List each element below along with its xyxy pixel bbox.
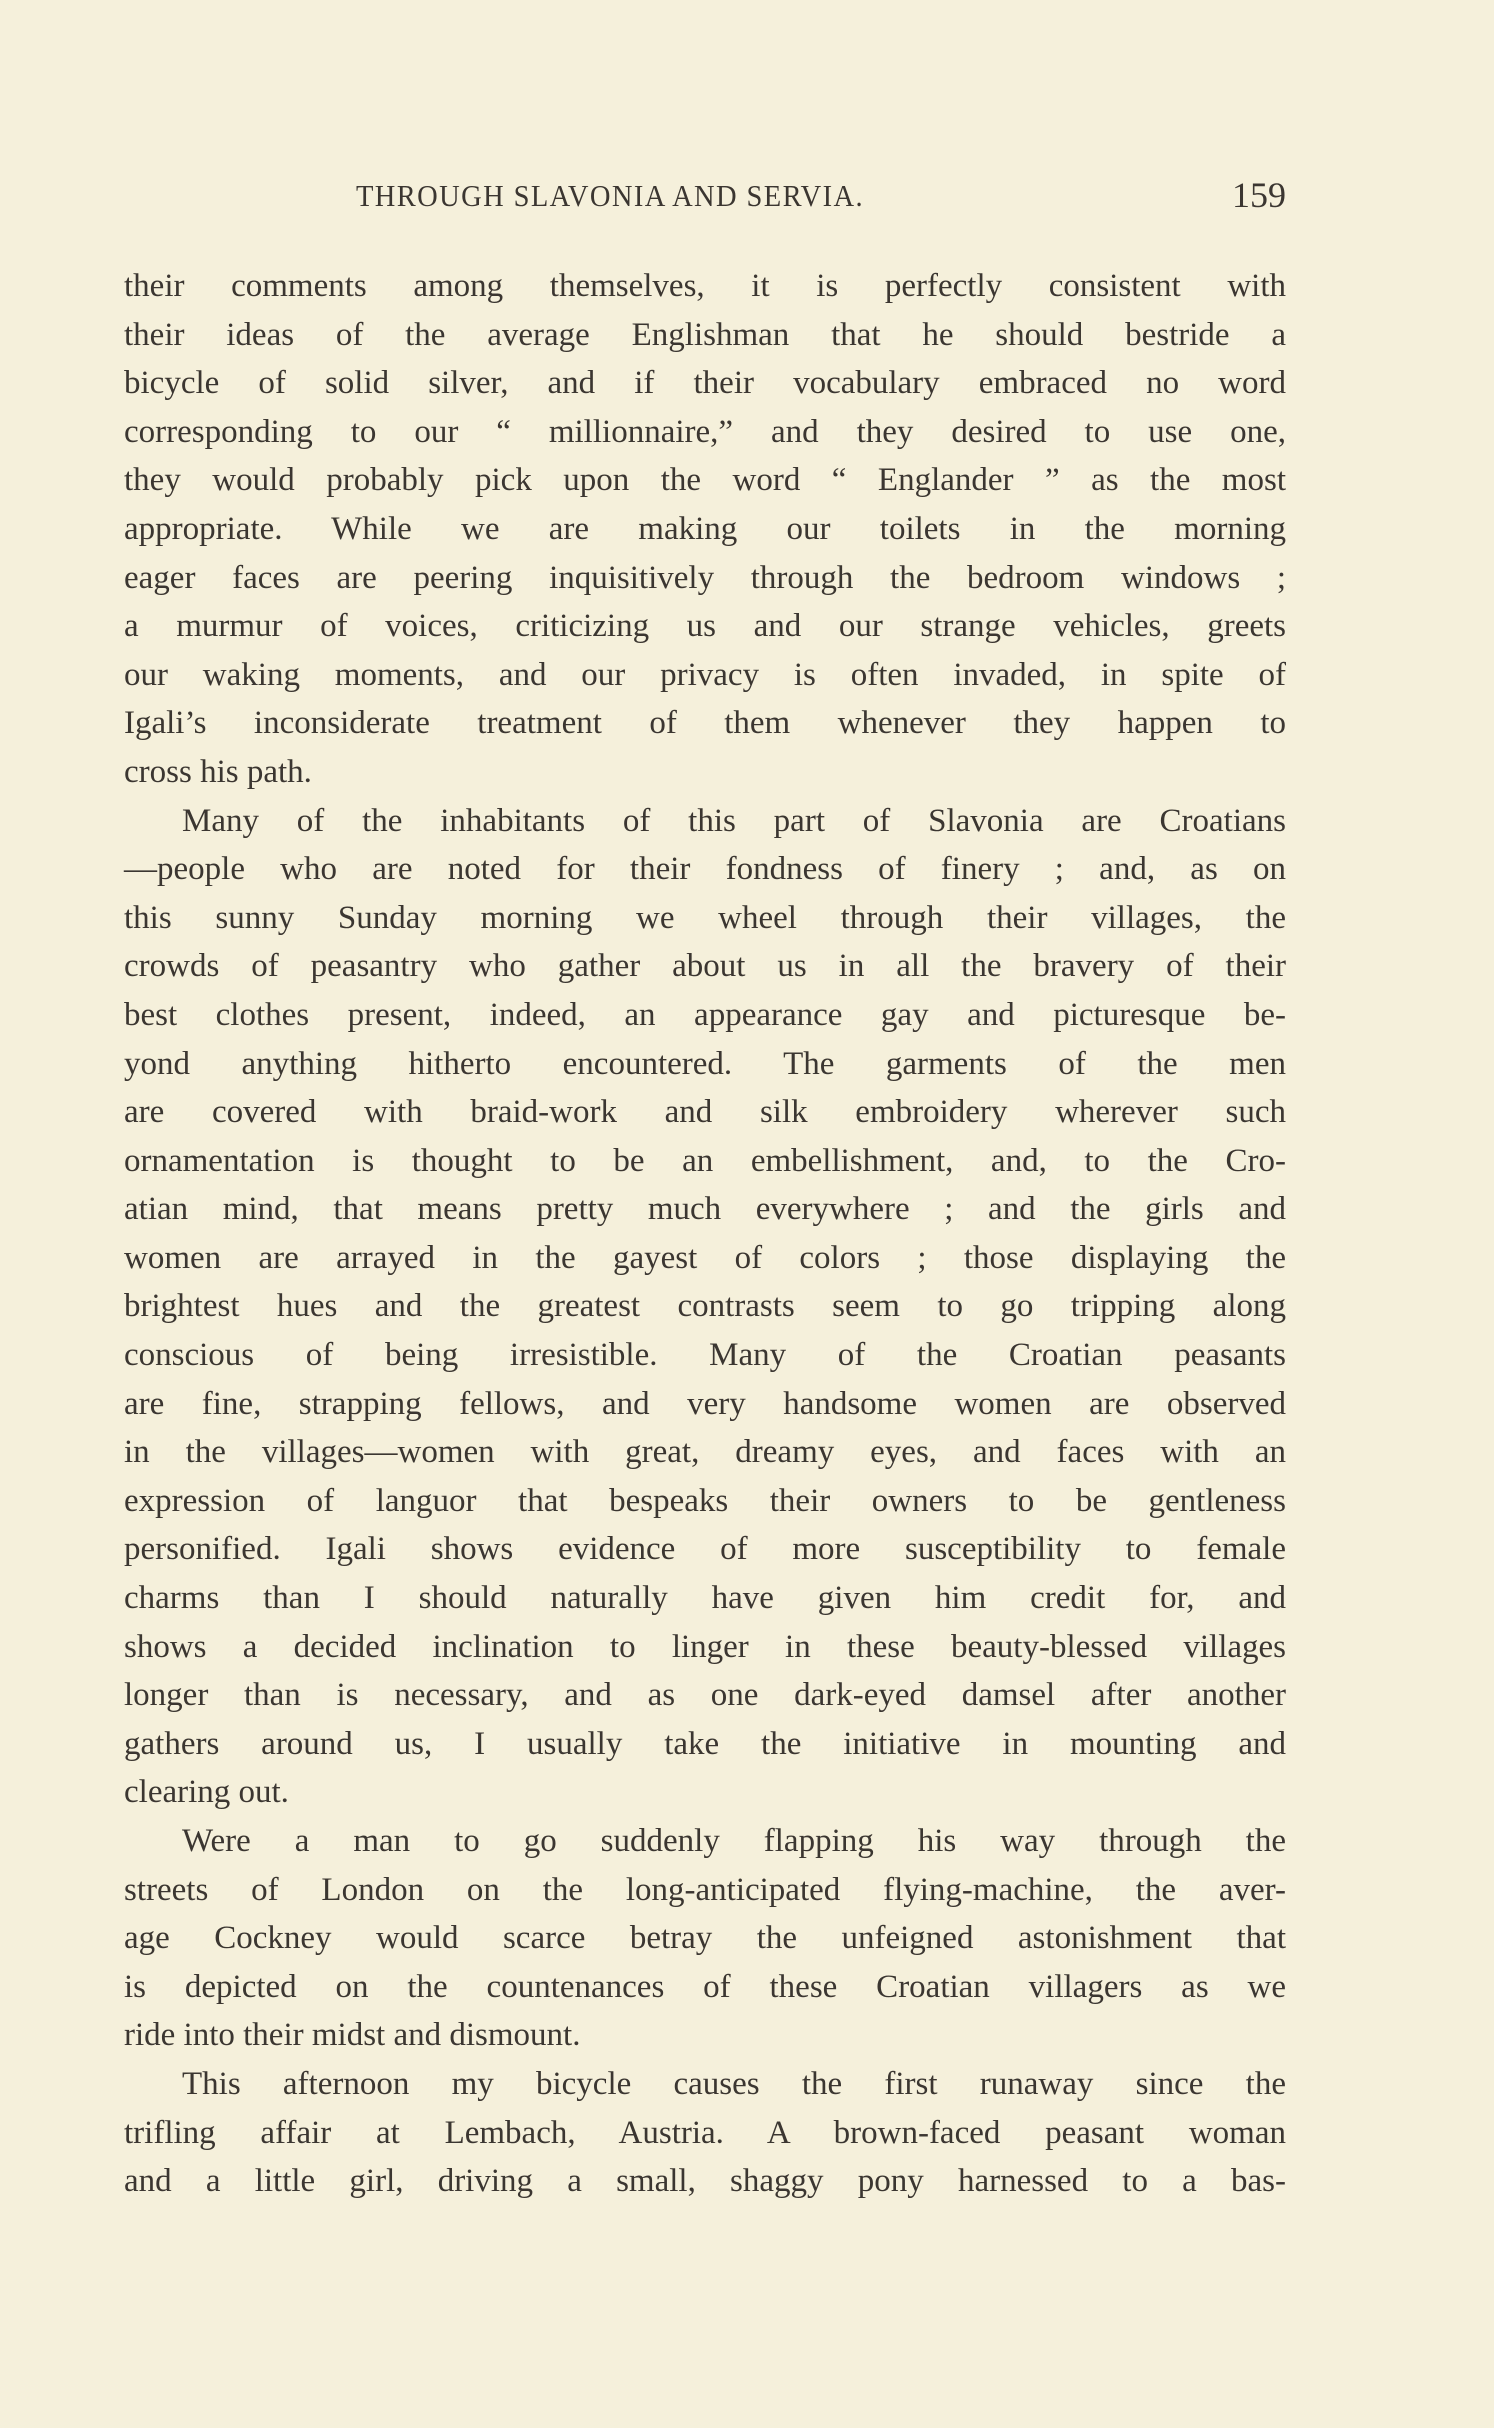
text-line: trifling affair at Lembach, Austria. A brown-faced peasant woman xyxy=(124,2114,1286,2151)
text-line: our waking moments, and our privacy is often invaded, in spite of xyxy=(124,656,1286,693)
text-line: —people who are noted for their fondness of finery ; and, as on xyxy=(124,851,1286,888)
body-text xyxy=(124,262,1286,2206)
text-line: yond anything hitherto encountered. The garments of the men xyxy=(124,1045,1286,1082)
text-line: longer than is necessary, and as one dark-eyed damsel after another xyxy=(124,1677,1286,1714)
text-line: in the villages—women with great, dreamy eyes, and faces with an xyxy=(124,1434,1286,1471)
text-line: expression of languor that bespeaks their owners to be gentleness xyxy=(124,1482,1286,1519)
text-line: bicycle of solid silver, and if their vocabulary embraced no word xyxy=(124,365,1286,402)
text-line: gathers around us, I usually take the initiative in mounting and xyxy=(124,1725,1286,1762)
text-line: eager faces are peering inquisitively through the bedroom windows ; xyxy=(124,559,1286,596)
text-line: crowds of peasantry who gather about us in all the bravery of their xyxy=(124,948,1286,985)
text-line: this sunny Sunday morning we wheel through their villages, the xyxy=(124,899,1286,936)
page-number: 159 xyxy=(1232,175,1286,215)
text-line: ride into their midst and dismount. xyxy=(124,2017,581,2054)
running-header xyxy=(124,175,1286,228)
text-line: corresponding to our “ millionnaire,” and they desired to use one, xyxy=(124,413,1286,450)
text-line: clearing out. xyxy=(124,1774,289,1811)
text-line: ornamentation is thought to be an embellishment, and, to the Cro- xyxy=(124,1142,1286,1179)
text-line: women are arrayed in the gayest of colors ; those displaying the xyxy=(124,1239,1286,1276)
text-line: is depicted on the countenances of these Croatian villagers as we xyxy=(124,1968,1286,2005)
text-line: personified. Igali shows evidence of more susceptibility to female xyxy=(124,1531,1286,1568)
text-line: streets of London on the long-anticipated flying-machine, the aver- xyxy=(124,1871,1286,1908)
text-line: shows a decided inclination to linger in these beauty-blessed villages xyxy=(124,1628,1286,1665)
text-line: their ideas of the average Englishman that he should bestride a xyxy=(124,316,1286,353)
text-line: Were a man to go suddenly flapping his way through the xyxy=(182,1823,1286,1859)
text-line: conscious of being irresistible. Many of the Croatian peasants xyxy=(124,1337,1286,1374)
text-line: Igali’s inconsiderate treatment of them whenever they happen to xyxy=(124,705,1286,742)
text-line: their comments among themselves, it is perfectly consistent with xyxy=(124,268,1286,304)
text-line: appropriate. While we are making our toilets in the morning xyxy=(124,510,1286,547)
text-line: are fine, strapping fellows, and very handsome women are observed xyxy=(124,1385,1286,1422)
text-line: brightest hues and the greatest contrasts seem to go tripping along xyxy=(124,1288,1286,1325)
text-line: charms than I should naturally have given him credit for, and xyxy=(124,1580,1286,1617)
text-line: cross his path. xyxy=(124,753,312,790)
text-line: a murmur of voices, criticizing us and our strange vehicles, greets xyxy=(124,608,1286,645)
text-line: atian mind, that means pretty much everywhere ; and the girls and xyxy=(124,1191,1286,1228)
text-line: Many of the inhabitants of this part of Slavonia are Croatians xyxy=(182,802,1286,839)
text-line: This afternoon my bicycle causes the first runaway since the xyxy=(182,2065,1286,2102)
text-line: are covered with braid-work and silk embroidery wherever such xyxy=(124,1094,1286,1131)
text-line: age Cockney would scarce betray the unfeigned astonishment that xyxy=(124,1920,1286,1957)
text-line: and a little girl, driving a small, shaggy pony harnessed to a bas- xyxy=(124,2163,1286,2200)
text-line: best clothes present, indeed, an appearance gay and picturesque be- xyxy=(124,996,1286,1033)
running-title: THROUGH SLAVONIA AND SERVIA. xyxy=(356,178,865,213)
text-line: they would probably pick upon the word “ Englander ” as the most xyxy=(124,462,1286,499)
